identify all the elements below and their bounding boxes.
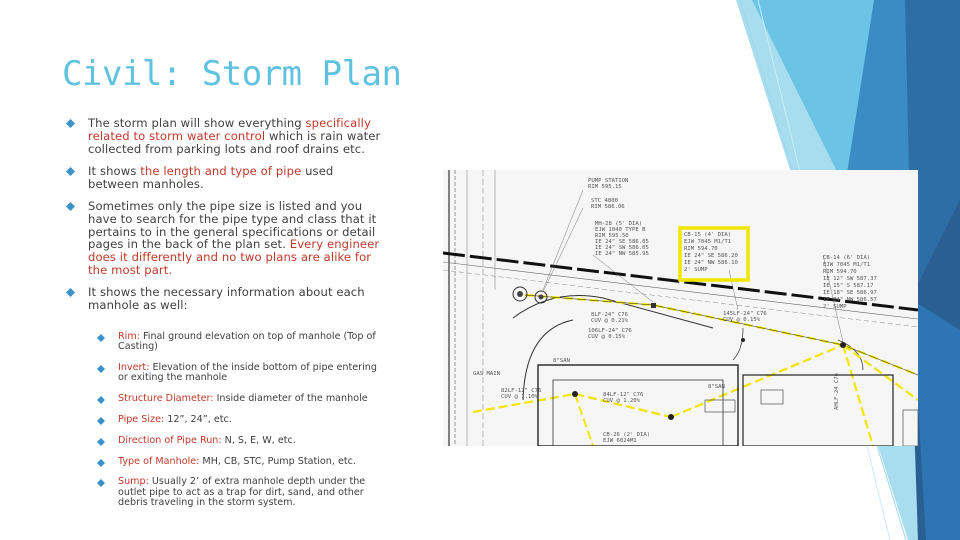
diamond-bullet-icon xyxy=(97,396,105,404)
mh28-line: IE 24" SE 586.05 xyxy=(595,239,649,245)
pipe-label: 8LF-24" C76 xyxy=(591,312,629,318)
term-description: N, S, E, W, etc. xyxy=(221,434,296,446)
sub-bullet-sump xyxy=(97,477,387,508)
diamond-bullet-icon xyxy=(97,438,105,446)
mh28-line: IE 24" SW 586.05 xyxy=(595,245,649,251)
pipe-label: 82LF-12" C76 xyxy=(501,388,542,394)
pipe-label: CUV @ 0.15% xyxy=(588,334,626,340)
bullet-text: which is rain water collected from parking lots and roof drains etc. xyxy=(88,128,381,156)
san-label: 8"SAN xyxy=(553,358,570,364)
cb14-line: IE 24" NW 586.57 xyxy=(823,297,877,303)
mh28-line: RIM 595.50 xyxy=(595,233,629,239)
plan-svg xyxy=(443,170,918,446)
cb26-label: CB-26 (2' DIA) xyxy=(603,432,651,438)
pump-station-label: PUMP STATION xyxy=(588,178,629,184)
cb14-line: IE 12" SW 587.37 xyxy=(823,276,877,282)
pump-station-rim: RIM 595.15 xyxy=(588,184,622,190)
bullet-highlight: specifically related to storm water control xyxy=(88,116,371,143)
bullet-text: It shows xyxy=(88,164,141,179)
diamond-bullet-icon xyxy=(66,202,75,211)
term-description: Usually 2’ of extra manhole depth under the outlet pipe to act as a trap for dirt, sand, and other debris traveling in the storm system. xyxy=(118,476,366,508)
sub-bullet-pipe-direction xyxy=(97,436,387,446)
diamond-bullet-icon xyxy=(97,479,105,487)
term: Structure Diameter: xyxy=(118,393,214,405)
bullet-text: used between manholes. xyxy=(88,164,334,192)
sub-bullet-invert xyxy=(97,363,387,384)
pipe-label: CUV @ 0.21% xyxy=(591,318,629,324)
stc-label: STC 4800 xyxy=(591,198,618,204)
cb26-line: EJW 6024M1 xyxy=(603,438,637,444)
slide-title: Civil: Storm Plan xyxy=(62,54,402,94)
term: Direction of Pipe Run: xyxy=(118,434,222,446)
term: Sump: xyxy=(118,476,149,488)
pipe-label: CUV @ 1.10% xyxy=(501,394,539,400)
bullet-storm-plan xyxy=(66,117,382,155)
pipe-label: AHLF-24 C76 xyxy=(834,372,840,410)
bullet-pipe-length xyxy=(66,165,382,191)
pipe-label: 145LF-24" C76 xyxy=(723,311,767,317)
cb15-line: RIM 594.70 xyxy=(684,246,718,252)
term-description: Elevation of the inside bottom of pipe entering or exiting the manhole xyxy=(118,362,377,384)
gas-main-label: GAS MAIN xyxy=(473,371,500,377)
cb14-line: IE 15" S 587.17 xyxy=(823,283,874,289)
main-bullet-list xyxy=(66,117,382,321)
term: Rim: xyxy=(118,331,140,342)
cb14-line: 2' SUMP xyxy=(823,304,847,310)
diamond-bullet-icon xyxy=(97,459,105,467)
cb14-label: CB-14 (6' DIA) xyxy=(823,255,871,261)
cb15-line: EJW 7045 M1/T1 xyxy=(684,239,732,245)
pipe-label: 84LF-12" C76 xyxy=(603,392,644,398)
term: Pipe Size: xyxy=(118,413,165,425)
sub-bullet-pipe-size xyxy=(97,415,387,425)
sub-bullet-manhole-type xyxy=(97,457,387,467)
cb15-line: IE 24" SE 586.20 xyxy=(684,253,738,259)
bullet-highlight: the length and type of pipe xyxy=(140,164,302,179)
diamond-bullet-icon xyxy=(97,365,105,373)
bullet-manhole-info xyxy=(66,286,382,312)
pipe-label: CUV @ 0.15% xyxy=(723,317,761,323)
stc-rim: RIM 586.06 xyxy=(591,204,625,210)
term: Invert: xyxy=(118,362,150,374)
bullet-text: The storm plan will show everything xyxy=(88,116,306,130)
cb14-line: IE 18" SE 586.97 xyxy=(823,290,877,296)
sub-bullet-rim xyxy=(97,332,387,353)
term: Type of Manhole: xyxy=(118,455,200,467)
cb14-line: RIM 594.70 xyxy=(823,269,857,275)
term-description: 12”, 24”, etc. xyxy=(164,413,232,425)
manhole-sub-list xyxy=(97,332,387,519)
term-description: Inside diameter of the manhole xyxy=(213,393,368,405)
bullet-text: Sometimes only the pipe size is listed and you have to search for the pipe type and class that it pertains to in the general specifications or detail pages in the back of the plan set. xyxy=(88,198,377,252)
san-label: 8"SAN xyxy=(708,384,725,390)
term-description: Final ground elevation on top of manhole (Top of Casting) xyxy=(118,331,376,353)
diamond-bullet-icon xyxy=(66,167,75,176)
diamond-bullet-icon xyxy=(97,334,105,342)
mh28-line: IE 24" NW 585.95 xyxy=(595,251,649,257)
mh28-label: MH-28 (5' DIA) xyxy=(595,221,643,227)
bullet-text: It shows the necessary information about each manhole as well: xyxy=(88,284,365,312)
mh28-line: EJW 1040 TYPE B xyxy=(595,227,646,233)
storm-plan-drawing xyxy=(443,170,918,446)
cb14-line: EJW 7045 M1/T1 xyxy=(823,262,871,268)
bullet-highlight: Every engineer does it differently and no two plans are alike for the most part. xyxy=(88,237,380,277)
diamond-bullet-icon xyxy=(97,417,105,425)
sub-bullet-structure-diameter xyxy=(97,394,387,404)
bullet-pipe-size xyxy=(66,200,382,277)
cb15-label: CB-15 (4' DIA) xyxy=(684,232,732,238)
diamond-bullet-icon xyxy=(66,119,75,128)
cb15-line: IE 24" NW 586.10 xyxy=(684,260,738,266)
term-description: MH, CB, STC, Pump Station, etc. xyxy=(199,455,356,467)
cb15-line: 2' SUMP xyxy=(684,267,708,273)
pipe-label: 106LF-24" C76 xyxy=(588,328,632,334)
diamond-bullet-icon xyxy=(66,288,75,297)
pipe-label: CUV @ 1.20% xyxy=(603,398,641,404)
